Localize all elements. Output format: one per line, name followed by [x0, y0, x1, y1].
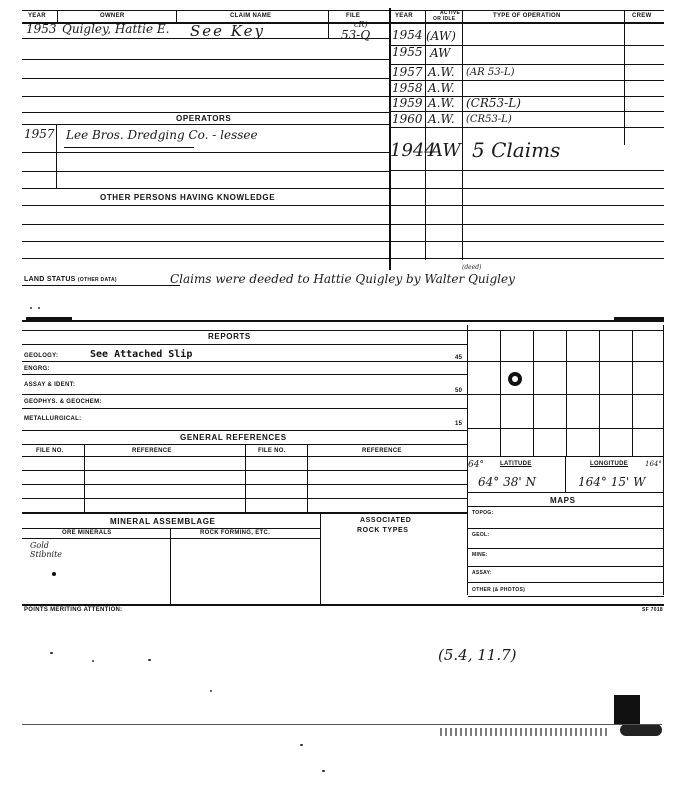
latitude-value: 64° 38' N: [478, 475, 536, 489]
activity-year-header: YEAR: [395, 13, 413, 19]
activity-status: (AW): [426, 29, 456, 43]
activity-status: AW: [430, 46, 451, 60]
land-status-label: LAND STATUS (OTHER DATA): [24, 276, 117, 283]
longitude-value: 164° 15' W: [578, 475, 646, 489]
ref-header: REFERENCE: [362, 448, 402, 454]
file-prefix: cR): [354, 20, 368, 29]
mineral-title: MINERAL ASSEMBLAGE: [110, 517, 216, 526]
rock-forming-header: ROCK FORMING, ETC.: [200, 530, 271, 536]
idle-header: OR IDLE: [433, 16, 456, 22]
file-header: FILE: [346, 13, 361, 19]
reports-title: REPORTS: [208, 332, 251, 341]
report-page: 45: [455, 355, 463, 361]
longitude-degree: 164°: [645, 460, 662, 468]
band-mark-left: [26, 317, 72, 321]
report-label: ASSAY & IDENT:: [24, 382, 76, 388]
operation-type-header: TYPE OF OPERATION: [493, 13, 561, 19]
associated-label: ASSOCIATED: [360, 517, 412, 524]
report-label: GEOPHYS. & GEOCHEM:: [24, 399, 102, 405]
map-row-label: GEOL:: [472, 532, 490, 538]
report-label: ENGRG:: [24, 366, 50, 372]
active-header: ACTIVE: [440, 10, 461, 16]
ore-dot: [52, 572, 56, 576]
activity-year: 1958: [392, 81, 423, 95]
ore-mineral: Gold: [30, 541, 49, 550]
operators-title: OPERATORS: [176, 114, 232, 123]
map-row-label: TOPOG:: [472, 510, 494, 516]
report-page: 15: [455, 421, 463, 427]
ore-mineral: Stibnite: [30, 550, 63, 559]
activity-status: A.W.: [428, 112, 455, 126]
report-page: 50: [455, 388, 463, 394]
bottom-scan-line: [22, 724, 662, 725]
ref-header: FILE NO.: [258, 448, 286, 454]
operator-year: 1957: [24, 127, 55, 141]
scan-smudge: [614, 695, 640, 725]
general-references-title: GENERAL REFERENCES: [180, 433, 287, 442]
activity-year: 1955: [392, 45, 423, 59]
claim-name-header: CLAIM NAME: [230, 13, 272, 19]
activity-year: 1960: [392, 112, 423, 126]
form-number: SF 7018: [642, 607, 664, 613]
bottom-scan-noise: [440, 728, 610, 736]
owner-year: 1953: [26, 22, 57, 36]
ore-minerals-header: ORE MINERALS: [62, 530, 112, 536]
map-row-label: ASSAY:: [472, 570, 492, 576]
activity-status: A.W.: [428, 81, 455, 95]
year-header: YEAR: [28, 13, 46, 19]
latitude-degree: 64°: [468, 460, 484, 470]
activity-status: AW: [430, 140, 461, 161]
crew-header: CREW: [632, 13, 652, 19]
report-label: GEOLOGY:: [24, 353, 59, 359]
rock-types-label: ROCK TYPES: [357, 527, 409, 534]
location-marker-icon: [508, 372, 522, 386]
activity-year: 1944: [390, 140, 436, 161]
scan-smudge-stroke: [620, 724, 662, 736]
map-row-label: MINE:: [472, 552, 488, 558]
activity-type: (CR53-L): [466, 114, 512, 125]
activity-type: (CR53-L): [466, 96, 521, 110]
owner-header: OWNER: [100, 13, 125, 19]
band-mark-right: [614, 317, 664, 321]
report-label: METALLURGICAL:: [24, 416, 82, 422]
claim-name-value: See Key: [190, 22, 265, 40]
owner-name: Quigley, Hattie E.: [62, 22, 170, 36]
footer-note: (5.4, 11.7): [438, 646, 517, 664]
other-persons-title: OTHER PERSONS HAVING KNOWLEDGE: [100, 193, 276, 202]
activity-year: 1959: [392, 96, 423, 110]
activity-year: 1954: [392, 28, 423, 42]
ref-header: FILE NO.: [36, 448, 64, 454]
activity-type: (AR 53-L): [466, 67, 515, 78]
file-value: 53-Q: [341, 28, 371, 42]
report-value: See Attached Slip: [90, 349, 193, 360]
land-status-text: Claims were deeded to Hattie Quigley by Walter Quigley: [170, 272, 515, 286]
map-row-label: OTHER (& PHOTOS): [472, 587, 526, 593]
activity-year: 1957: [392, 65, 423, 79]
activity-type: 5 Claims: [472, 138, 561, 162]
latitude-label: LATITUDE: [500, 461, 532, 467]
activity-status: A.W.: [428, 96, 455, 110]
maps-title: MAPS: [550, 496, 576, 505]
longitude-label: LONGITUDE: [590, 461, 629, 467]
points-meriting-label: POINTS MERITING ATTENTION:: [24, 607, 123, 613]
ref-header: REFERENCE: [132, 448, 172, 454]
land-status-annotation: (deed): [462, 264, 482, 271]
operator-name: Lee Bros. Dredging Co. - lessee: [66, 128, 258, 142]
activity-status: A.W.: [428, 65, 455, 79]
